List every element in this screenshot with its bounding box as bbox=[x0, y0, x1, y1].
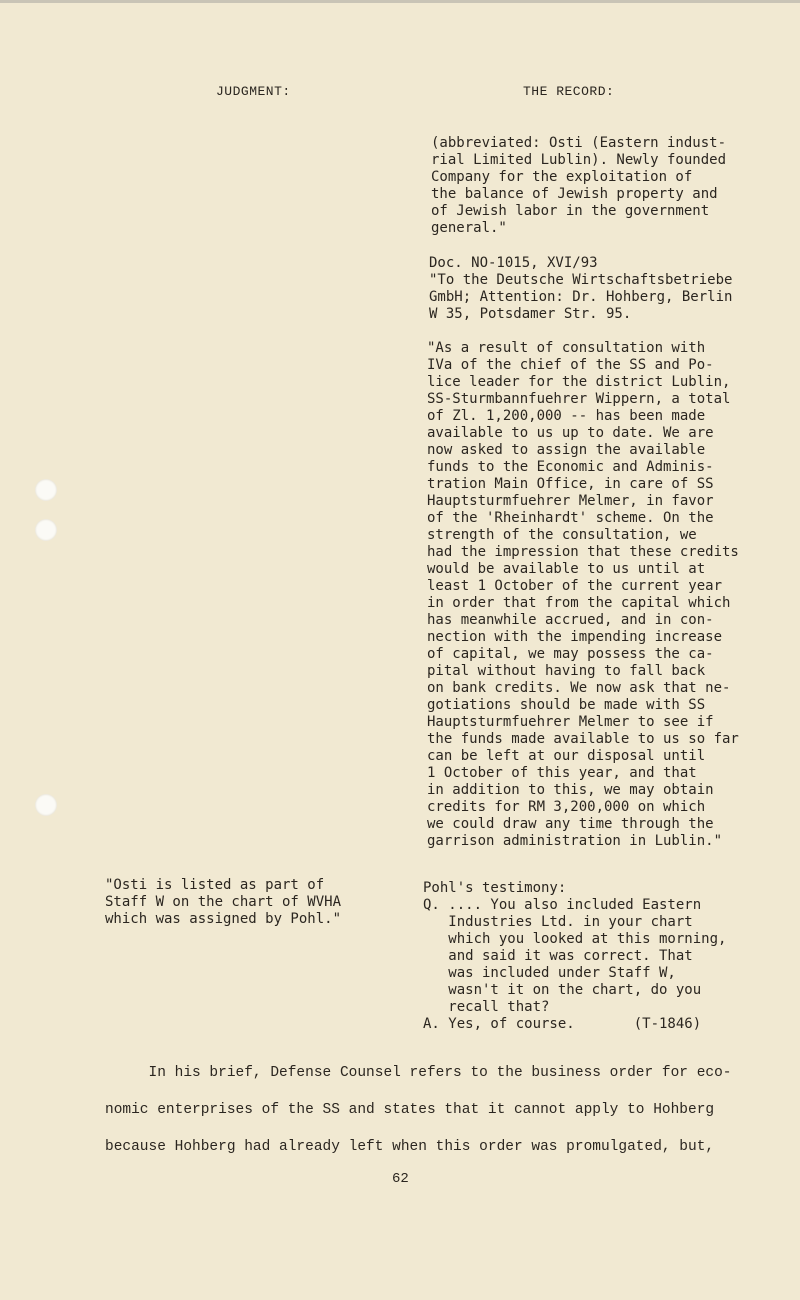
punch-hole-2 bbox=[35, 519, 57, 541]
judgment-heading: JUDGMENT: bbox=[216, 84, 291, 99]
punch-hole-1 bbox=[35, 479, 57, 501]
body-text-line: because Hohberg had already left when this order was promulgated, but, bbox=[105, 1139, 715, 1155]
top-edge-line bbox=[0, 0, 800, 3]
pohl-testimony: Pohl's testimony: Q. .... You also included Eastern Industries Ltd. in your chart which you looked at this morning, and said it was correct. That was included under Staff W, wasn't it on the chart, do you recall that? A. Yes, of course. (T-1846) bbox=[423, 880, 727, 1032]
record-paragraph-abbreviated: (abbreviated: Osti (Eastern indust- rial Limited Lublin). Newly founded Company for the exploitation of the balance of Jewish property and of Jewish labor in the government general." bbox=[431, 135, 727, 236]
punch-hole-3 bbox=[35, 794, 57, 816]
page-number: 62 bbox=[392, 1171, 409, 1187]
record-letter-quote: "As a result of consultation with IVa of the chief of the SS and Po- lice leader for the district Lublin, SS-Sturmbannfuehrer Wippern, a total of Zl. 1,200,000 -- has been made available to us up to date. We are now asked to assign the available funds to the Economic and Adminis- tration Main Office, in care of SS Hauptsturmfuehrer Melmer, in favor of the 'Rheinhardt' scheme. On the strength of the consultation, we had the impression that these credits would be available to us until at least 1 October of the current year in order that from the capital which has meanwhile accrued, and in con- nection with the impending increase of capital, we may possess the ca- pital without having to fall back on bank credits. We now ask that ne- gotiations should be made with SS Hauptsturmfuehrer Melmer to see if the funds made available to us so far can be left at our disposal until 1 October of this year, and that in addition to this, we may obtain credits for RM 3,200,000 on which we could draw any time through the garrison administration in Lublin." bbox=[427, 340, 739, 849]
body-text-line: nomic enterprises of the SS and states that it cannot apply to Hohberg bbox=[105, 1102, 715, 1118]
judgment-side-note: "Osti is listed as part of Staff W on the chart of WVHA which was assigned by Pohl." bbox=[105, 877, 342, 927]
body-text-line: In his brief, Defense Counsel refers to the business order for eco- bbox=[105, 1065, 732, 1081]
record-document-reference: Doc. NO-1015, XVI/93 "To the Deutsche Wirtschaftsbetriebe GmbH; Attention: Dr. Hohberg, Berlin W 35, Potsdamer Str. 95. bbox=[429, 255, 733, 322]
record-heading: THE RECORD: bbox=[523, 84, 615, 99]
